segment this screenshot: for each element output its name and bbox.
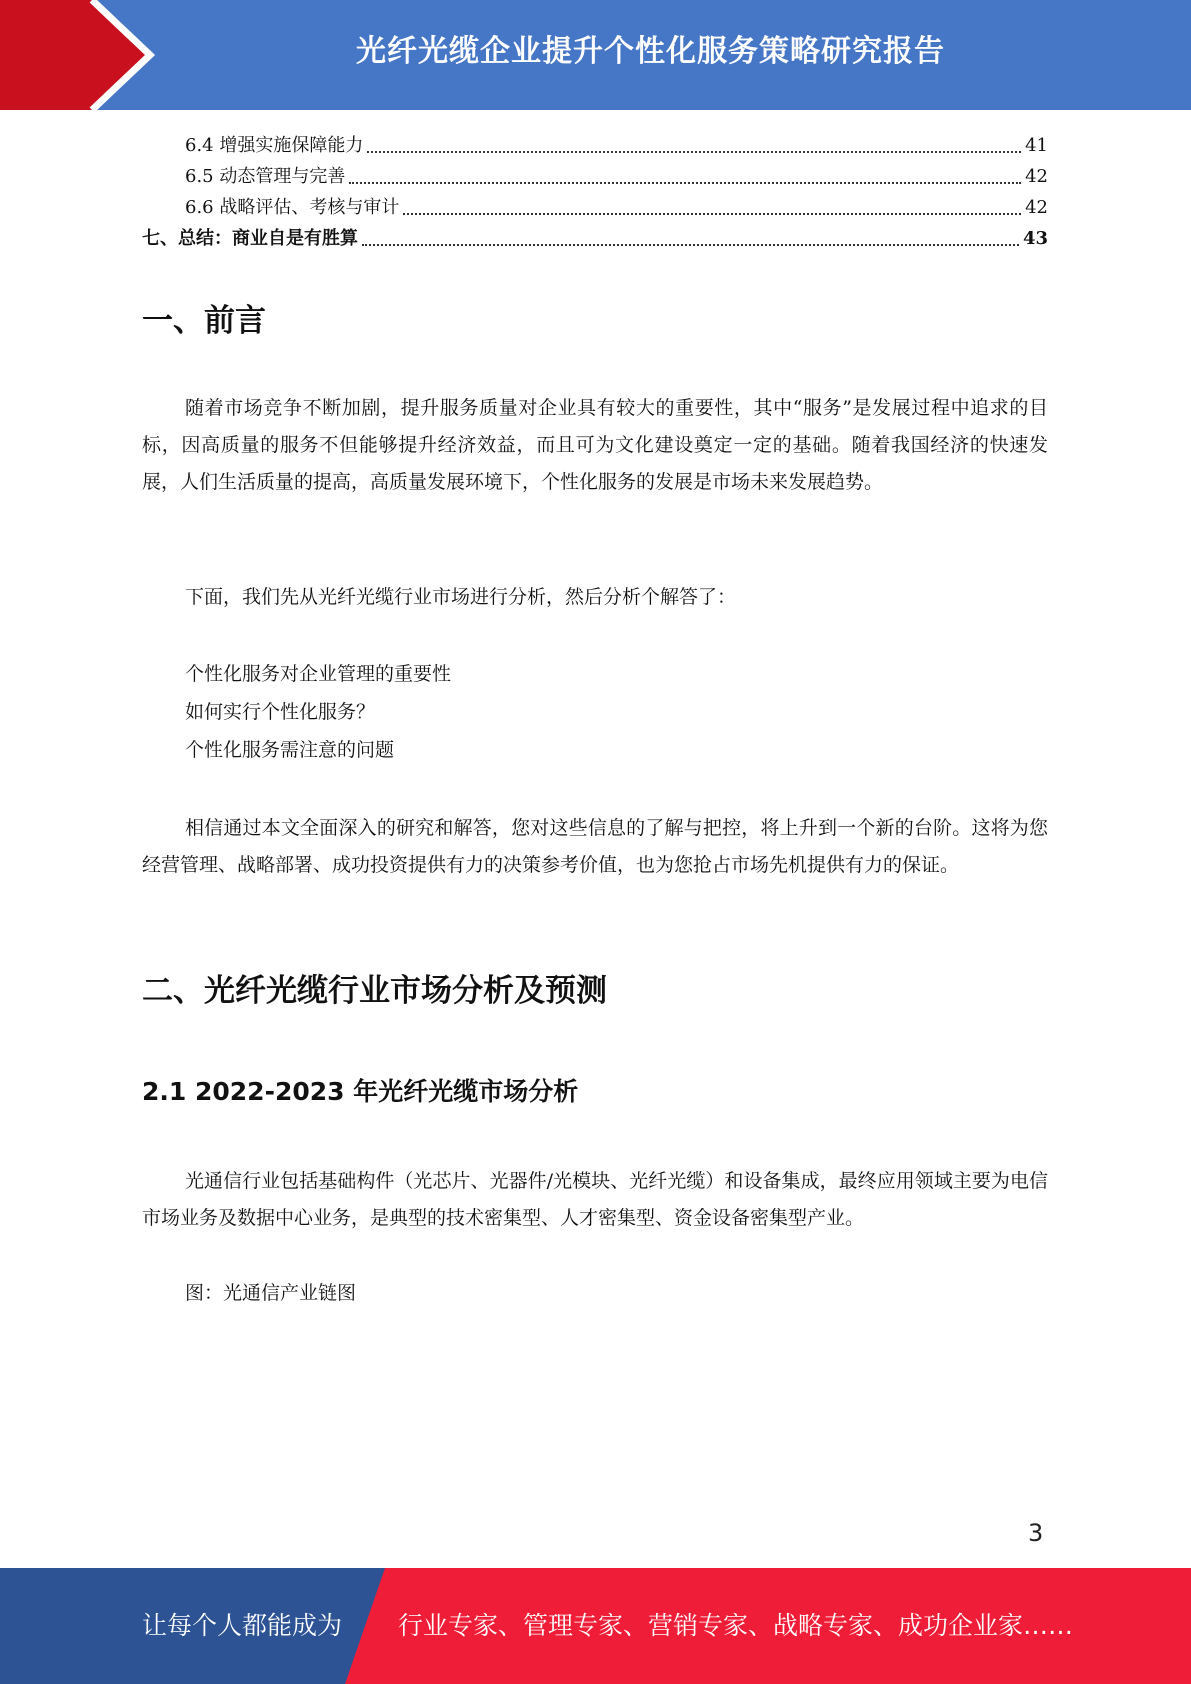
section-heading: 二、光纤光缆行业市场分析及预测 — [142, 973, 607, 1009]
sub-heading: 2.1 2022-2023 年光纤光缆市场分析 — [142, 1077, 579, 1106]
toc-leader-dots — [403, 213, 1021, 215]
toc-item-page: 43 — [1022, 228, 1048, 249]
footer-slogan-left: 让每个人都能成为 — [142, 1611, 343, 1640]
page-header — [0, 0, 1191, 110]
list-item: 个性化服务对企业管理的重要性 — [185, 663, 452, 685]
list-item: 如何实行个性化服务？ — [185, 701, 376, 723]
page-footer — [0, 1568, 1191, 1684]
footer-slogan-right: 行业专家、管理专家、营销专家、战略专家、成功企业家…… — [398, 1611, 1074, 1640]
toc-item[interactable] — [142, 161, 1048, 192]
toc-item-label: 6.5 动态管理与完善 — [185, 166, 346, 187]
table-of-contents — [142, 130, 1048, 254]
paragraph: 光通信行业包括基础构件（光芯片、光器件/光模块、光纤光缆）和设备集成，最终应用领域主要为电信市场业务及数据中心业务，是典型的技术密集型、人才密集型、资金设备密集型产业。 — [142, 1170, 1048, 1229]
paragraph: 下面，我们先从光纤光缆行业市场进行分析，然后分析个解答了： — [185, 586, 737, 608]
toc-leader-dots — [349, 182, 1021, 184]
question-list — [185, 655, 451, 769]
section-heading: 一、前言 — [142, 303, 266, 339]
toc-item[interactable] — [142, 192, 1048, 223]
toc-item-page: 42 — [1025, 197, 1048, 218]
toc-item-page: 42 — [1025, 166, 1048, 187]
chevron-arrow-icon — [0, 0, 150, 110]
toc-item[interactable] — [142, 223, 1048, 254]
header-title: 光纤光缆企业提升个性化服务策略研究报告 — [356, 34, 945, 69]
toc-leader-dots — [367, 151, 1021, 153]
list-item: 个性化服务需注意的问题 — [185, 739, 395, 761]
toc-item-label: 七、总结：商业自是有胜算 — [142, 228, 358, 249]
toc-item-label: 6.6 战略评估、考核与审计 — [185, 197, 400, 218]
toc-item[interactable] — [142, 130, 1048, 161]
paragraph: 相信通过本文全面深入的研究和解答，您对这些信息的了解与把控，将上升到一个新的台阶。这将为您经营管理、战略部署、成功投资提供有力的决策参考价值，也为您抢占市场先机提供有力的保证。 — [142, 817, 1048, 876]
paragraph: 随着市场竞争不断加剧，提升服务质量对企业具有较大的重要性，其中“服务”是发展过程中追求的目标，因高质量的服务不但能够提升经济效益，而且可为文化建设奠定一定的基础。随着我国经济的快速发展，人们生活质量的提高，高质量发展环境下，个性化服务的发展是市场未来发展趋势。 — [142, 397, 1048, 493]
figure-caption: 图：光通信产业链图 — [185, 1282, 357, 1304]
toc-item-label: 6.4 增强实施保障能力 — [185, 135, 364, 156]
page-number: 3 — [1028, 1519, 1044, 1547]
toc-item-page: 41 — [1025, 135, 1048, 156]
toc-leader-dots — [362, 244, 1019, 246]
